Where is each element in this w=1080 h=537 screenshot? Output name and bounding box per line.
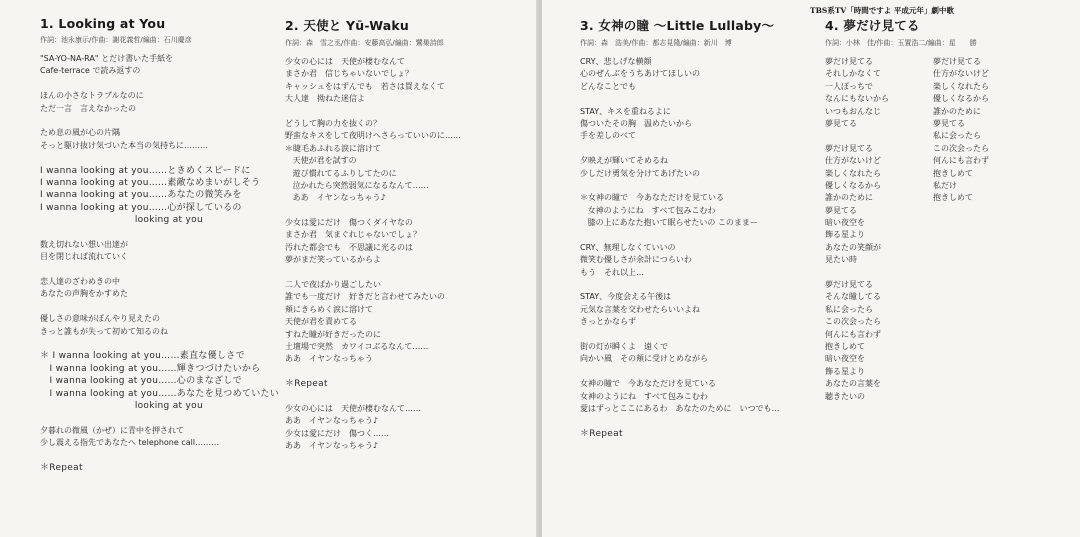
lyric-line: あなたの声胸をかすめた [40, 289, 128, 299]
stanza-break [580, 180, 780, 192]
song-credits: 作詞：森 浩美/作曲：都志見隆/編曲：新川 博 [580, 39, 732, 47]
stanza-break [580, 329, 780, 341]
lyric-line: 泣かれたら突然弱気になるなんて…… [285, 180, 429, 190]
lyric-line: ＊Repeat [40, 462, 83, 473]
lyric-line: いつもおんなじ [825, 106, 881, 116]
lyric-line: 暗い夜空を [825, 218, 865, 228]
lyric-line: 頬にきらめく涙に溶けて [285, 304, 373, 314]
lyric-line: 少女は愛にだけ 傷つく…… [285, 428, 389, 438]
lyric-line: 汚れた都会でも 不思議に光るのは [285, 242, 413, 252]
stanza-break [40, 226, 279, 238]
lyric-line: 優しくなるから [933, 94, 989, 104]
lyric-line: ＊女神の瞳で 今あなただけを見ている [580, 193, 724, 203]
lyric-line: まさか君 信じちゃいないでしょ？ [285, 69, 413, 79]
stanza-break [580, 229, 780, 241]
lyric-line: ＊Repeat [580, 428, 623, 439]
song-1 [40, 16, 279, 474]
stanza-break [40, 152, 279, 164]
lyric-line: I wanna looking at you……心のまなざしで [40, 376, 242, 387]
lyric-line: 夕映えが輝いてそめるね [580, 156, 668, 166]
lyric-line: looking at you [40, 215, 203, 226]
lyric-line: 抱きしめて [825, 341, 865, 351]
stanza-break [825, 267, 915, 279]
lyric-line: ＊ I wanna looking at you……素直な優しさで [40, 351, 245, 362]
song-title: 4. 夢だけ見てる [825, 18, 920, 33]
lyric-line: 私だけ [933, 180, 957, 190]
lyric-line: 夢だけ見てる [825, 280, 873, 290]
stanza-break [580, 415, 780, 427]
song-credits: 作詞：森 雪之丞/作曲：安藤高弘/編曲：鷺巣詩郎 [285, 39, 444, 47]
lyric-line: looking at you [40, 400, 203, 411]
lyric-line: 女神のようにね すべて包みこむわ [580, 391, 708, 401]
lyric-line: 楽しくなれたら [933, 81, 989, 91]
lyric-line: CRY、無理しなくていいの [580, 242, 676, 252]
song-title: 1. Looking at You [40, 16, 166, 31]
lyric-line: ああ イヤンなっちゃう♪ [285, 441, 379, 451]
lyric-line: この次会ったら [933, 143, 989, 153]
lyric-line: "SA-YO-NA-RA" とだけ書いた手紙を [40, 54, 174, 63]
lyric-line: 仕方がないけど [825, 156, 881, 166]
lyric-line: どうして胸の力を抜くの？ [285, 118, 381, 128]
lyrics-column-2 [933, 56, 989, 403]
lyric-line: 夢見てる [825, 205, 857, 215]
stanza-break [285, 106, 461, 118]
lyric-line: 夢だけ見てる [825, 143, 873, 153]
stanza-break [285, 366, 461, 378]
lyric-line: ああ イヤンなっちゃう [285, 354, 373, 364]
lyric-line: 何んにも言わず [933, 156, 989, 166]
lyric-line: 夢見てる [933, 118, 965, 128]
lyric-line: I wanna looking at you……ときめくスピードに [40, 165, 251, 176]
lyric-line: まさか君 気まぐれじゃないでしょ？ [285, 230, 421, 240]
lyric-line: ただ一言 言えなかったの [40, 103, 136, 113]
lyric-line: I wanna looking at you……素敵なめまいがしそう [40, 177, 261, 188]
lyric-line: 飾る星より [825, 230, 865, 240]
song-2 [285, 16, 461, 453]
lyric-line: 聴きたいの [825, 391, 865, 401]
stanza-break [40, 450, 279, 462]
stanza-break [285, 267, 461, 279]
lyric-line: 天使が君を責めてる [285, 317, 357, 327]
lyric-line: 抱きしめて [933, 168, 973, 178]
lyric-line: 街の灯が瞬くよ 遠くで [580, 341, 668, 351]
lyric-line: 少女は愛にだけ 傷つくダイヤなの [285, 218, 413, 228]
lyric-line: 膝の上にあなた抱いて眠らせたいの このままー [580, 218, 758, 228]
lyric-line: 私に会ったら [933, 131, 981, 141]
lyric-line: この次会ったら [825, 317, 881, 327]
lyric-line: 女神の瞳で 今あなただけを見ている [580, 379, 716, 389]
lyric-line: もう それ以上… [580, 267, 644, 277]
lyric-line: 心のぜんぶをうちあけてほしいの [580, 69, 700, 79]
stanza-break [40, 338, 279, 350]
stanza-break [40, 78, 279, 90]
stanza-break [580, 366, 780, 378]
lyric-line: きっと誰もが失って初めて知るのね [40, 326, 168, 336]
lyric-line: 楽しくなれたら [825, 168, 881, 178]
stanza-break [285, 391, 461, 403]
song-4 [825, 16, 989, 403]
lyric-line: 遊び慣れてるふりしてたのに [285, 168, 397, 178]
left-page [0, 0, 538, 537]
lyric-line: 誰かのために [933, 106, 981, 116]
lyric-line: STAY、今度会える午後は [580, 292, 672, 302]
stanza-break [40, 115, 279, 127]
lyric-line: そんな瞳してる [825, 292, 881, 302]
lyric-line: キャッシュをはずんでも 若さは買えなくて [285, 81, 445, 91]
song-title: 2. 天使と Yū-Waku [285, 18, 410, 33]
lyric-line: I wanna looking at you……あなたを見つめていたい [40, 388, 280, 399]
lyrics-block [40, 53, 279, 474]
lyric-line: Cafe-terrace で読み返すの [40, 66, 141, 76]
lyric-line: 抱きしめて [933, 193, 973, 203]
lyric-line: 私に会ったら [825, 304, 873, 314]
lyric-line: 少女の心には 天使が棲むなんて [285, 57, 405, 66]
right-page [542, 0, 1080, 537]
stanza-break [40, 301, 279, 313]
lyric-line: 二人で夜ばかり過ごしたい [285, 280, 381, 290]
lyric-line: すねた瞳が好きだったのに [285, 329, 381, 339]
lyric-line: 少しだけ勇気を分けてあげたいの [580, 168, 700, 178]
lyric-line: 夢がまだ笑っているからよ [285, 255, 381, 265]
stanza-break [825, 130, 915, 142]
lyric-line: 誰でも一度だけ 好きだと言わせてみたいの [285, 292, 445, 302]
lyric-line: CRY、悲しげな横顔 [580, 57, 652, 66]
stanza-break [580, 279, 780, 291]
lyric-line: 恋人達のざわめきの中 [40, 277, 120, 287]
lyric-line: どんなことでも [580, 81, 636, 91]
stanza-break [285, 205, 461, 217]
lyric-line: ああ イヤンなっちゃう♪ [285, 416, 379, 426]
lyric-line: 手を差しのべて [580, 131, 636, 141]
song-credits: 作詞：小林 佳/作曲：玉置浩二/編曲：星 勝 [825, 39, 977, 47]
lyric-line: 傷ついたその胸 温めたいから [580, 118, 692, 128]
lyric-line: ＊睫毛あふれる涙に溶けて [285, 143, 381, 153]
lyric-line: 優しさの意味がぼんやり見えたの [40, 314, 160, 324]
lyric-line: 元気な言葉を交わせたらいいよね [580, 304, 700, 314]
lyrics-column-1 [825, 56, 915, 403]
lyric-line: 夢だけ見てる [933, 57, 981, 66]
lyric-line: 女神のようにね すべて包みこむわ [580, 205, 716, 215]
lyric-line: 仕方がないけど [933, 69, 989, 79]
song-title: 3. 女神の瞳 ～Little Lullaby～ [580, 18, 775, 33]
song-credits: 作詞：池永康示/作曲：謝花義哲/編曲：石川慶彦 [40, 36, 192, 44]
lyric-line: 見たい時 [825, 255, 857, 265]
lyric-line: ほんの小さなトラブルなのに [40, 91, 144, 101]
lyric-line: 夕暮れの微風（かぜ）に青中を押されて [40, 425, 184, 435]
lyric-line: それしかなくて [825, 69, 881, 79]
lyric-line: 夢見てる [825, 118, 857, 128]
lyrics-columns [825, 48, 989, 403]
lyric-line: 少女の心には 天使が棲むなんて…… [285, 403, 421, 413]
lyric-line: あなたの言葉を [825, 379, 881, 389]
lyric-line: 数え切れない想い出達が [40, 239, 128, 249]
lyric-line: そっと駆け抜け気づいた本当の気持ちに……… [40, 140, 208, 150]
lyric-line: なんにもないから [825, 94, 889, 104]
stanza-break [40, 412, 279, 424]
lyric-line: ため息の風が心の片隅 [40, 128, 120, 138]
lyric-line: 一人ぼっちで [825, 81, 873, 91]
stanza-break [580, 143, 780, 155]
lyric-line: きっとかならず [580, 317, 636, 327]
lyric-line: ああ イヤンなっちゃう♪ [285, 193, 386, 203]
lyric-line: I wanna looking at you……心が探しているの [40, 202, 242, 213]
lyric-line: I wanna looking at you……輝きつづけたいから [40, 363, 261, 374]
lyric-line: 向かい風 その頬に受けとめながら [580, 354, 708, 364]
lyric-line: 何んにも言わず [825, 329, 881, 339]
song-3 [580, 16, 780, 440]
lyrics-block [580, 56, 780, 440]
lyric-line: 少し震える指先であなたへ telephone call……… [40, 438, 220, 448]
lyric-line: 土壇場で突然 カワイコぶるなんて…… [285, 341, 429, 351]
lyric-line: 誰かのために [825, 193, 873, 203]
lyric-line: 愛はずっとここにあるわ あなたのために いつでも… [580, 403, 780, 413]
lyric-line: 微笑む優しさが余計につらいわ [580, 255, 692, 265]
lyric-line: 野蛮なキスをして夜明けへさらっていいのに…… [285, 131, 461, 141]
tv-tie-in-note: TBS系TV「時間ですよ 平成元年」劇中歌 [810, 6, 954, 15]
lyric-line: 天使が君を試すの [285, 156, 357, 166]
lyric-line: 暗い夜空を [825, 354, 865, 364]
lyric-line: あなたの笑顔が [825, 242, 881, 252]
lyric-line: 夢だけ見てる [825, 57, 873, 66]
lyric-line: ＊Repeat [285, 379, 328, 390]
lyric-line: STAY、キスを重ねるよに [580, 106, 671, 116]
lyric-line: 優しくなるから [825, 180, 881, 190]
lyric-line: 目を閉じれば流れていく [40, 252, 128, 262]
lyric-line: 大人達 拗ねた迷信よ [285, 94, 365, 104]
lyric-line: I wanna looking at you……あなたの微笑みを [40, 190, 242, 201]
lyrics-block [285, 56, 461, 453]
stanza-break [40, 264, 279, 276]
stanza-break [580, 93, 780, 105]
lyric-line: 飾る星より [825, 366, 865, 376]
